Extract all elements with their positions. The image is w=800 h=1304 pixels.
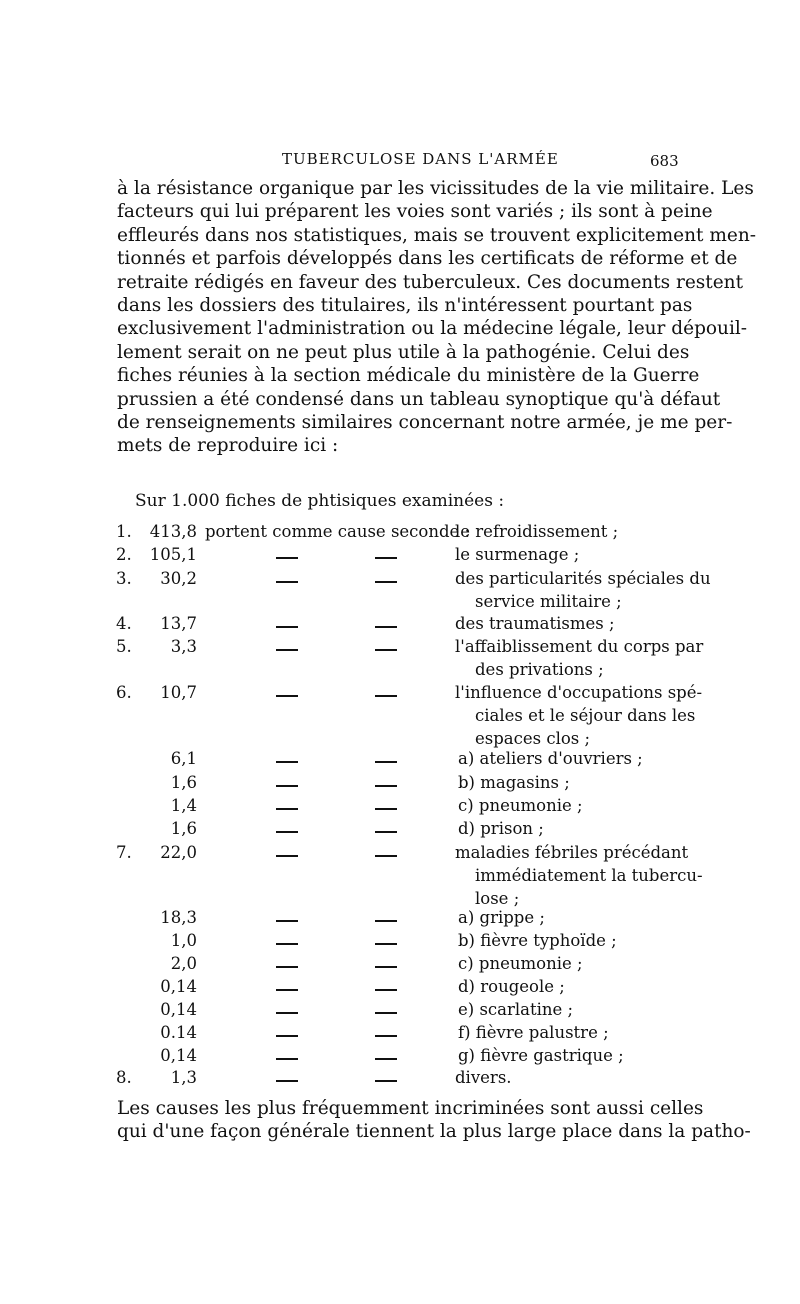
row-value: 0,14 <box>160 977 197 996</box>
ditto-dash <box>276 966 298 968</box>
row-text: divers. <box>455 1068 512 1087</box>
row-value: 3,3 <box>170 637 197 656</box>
row-text: c) pneumonie ; <box>458 796 583 815</box>
text-line: qui d'une façon générale tiennent la plus large place dans la patho- <box>117 1121 751 1143</box>
paragraph-1 <box>117 177 756 458</box>
paragraph-2 <box>117 1097 751 1144</box>
ditto-dash <box>276 649 298 651</box>
table-intro: Sur 1.000 fiches de phtisiques examinées : <box>135 491 505 511</box>
row-value: 0,14 <box>160 1000 197 1019</box>
ditto-dash <box>276 808 298 810</box>
ditto-dash <box>276 626 298 628</box>
ditto-dash <box>276 761 298 763</box>
row-text: l'influence d'occupations spé- <box>455 683 703 702</box>
ditto-dash <box>276 855 298 857</box>
text-line: Les causes les plus fréquemment incriminées sont aussi celles <box>117 1098 704 1119</box>
ditto-dash <box>375 966 397 968</box>
ditto-dash <box>276 695 298 697</box>
ditto-dash <box>375 1035 397 1037</box>
row-text: f) fièvre palustre ; <box>458 1023 609 1042</box>
row-text-continued: service militaire ; <box>475 592 622 611</box>
row-value: 22,0 <box>160 843 197 862</box>
row-value: 6,1 <box>170 749 197 768</box>
row-text: b) magasins ; <box>458 773 570 792</box>
row-value: 0.14 <box>160 1023 197 1042</box>
row-value: 2,0 <box>170 954 197 973</box>
row-value: 1,6 <box>170 819 197 838</box>
row-number: 7. <box>116 843 132 862</box>
row-number: 5. <box>116 637 132 656</box>
ditto-dash <box>375 581 397 583</box>
row-number: 6. <box>116 683 132 702</box>
text-line: à la résistance organique par les vicissitudes de la vie militaire. Les <box>117 178 754 199</box>
ditto-dash <box>276 1035 298 1037</box>
text-line: effleurés dans nos statistiques, mais se trouvent explicitement men- <box>117 224 756 246</box>
ditto-dash <box>375 761 397 763</box>
row-number: 4. <box>116 614 132 633</box>
row-text: d) prison ; <box>458 819 544 838</box>
row-text-continued: immédiatement la tubercu- <box>475 866 703 885</box>
text-line: fiches réunies à la section médicale du ministère de la Guerre <box>117 365 700 387</box>
row-value: 1,6 <box>170 773 197 792</box>
text-line: prussien a été condensé dans un tableau synoptique qu'à défaut <box>117 388 721 410</box>
ditto-dash <box>375 785 397 787</box>
ditto-dash <box>276 989 298 991</box>
ditto-dash <box>276 1080 298 1082</box>
text-line: mets de reproduire ici : <box>117 435 339 457</box>
page-number: 683 <box>650 152 679 170</box>
ditto-dash <box>375 695 397 697</box>
row-value: 1,4 <box>170 796 197 815</box>
row-value: 10,7 <box>160 683 197 702</box>
ditto-dash <box>375 920 397 922</box>
text-line: exclusivement l'administration ou la médecine légale, leur dépouil- <box>117 318 748 340</box>
row-number: 1. <box>116 522 132 541</box>
ditto-dash <box>375 557 397 559</box>
row-text: d) rougeole ; <box>458 977 565 996</box>
text-line: lement serait on ne peut plus utile à la pathogénie. Celui des <box>117 341 690 363</box>
row-text-continued: lose ; <box>475 889 520 908</box>
row-text-continued: espaces clos ; <box>475 729 591 748</box>
row-text: maladies fébriles précédant <box>455 843 689 862</box>
ditto-dash <box>375 943 397 945</box>
row-text: b) fièvre typhoïde ; <box>458 931 617 950</box>
row-text: a) ateliers d'ouvriers ; <box>458 749 643 768</box>
row-text: a) grippe ; <box>458 908 545 927</box>
text-line: retraite rédigés en faveur des tuberculeux. Ces documents restent <box>117 271 744 293</box>
row-text: des traumatismes ; <box>455 614 615 633</box>
row-value: 30,2 <box>160 569 197 588</box>
row-value: 13,7 <box>160 614 197 633</box>
ditto-dash <box>276 943 298 945</box>
ditto-dash <box>375 808 397 810</box>
row-text: le surmenage ; <box>455 545 580 564</box>
row-value: 105,1 <box>149 545 197 564</box>
row-value: 1,3 <box>170 1068 197 1087</box>
row-value: 0,14 <box>160 1046 197 1065</box>
ditto-dash <box>375 989 397 991</box>
row-text: l'affaiblissement du corps par <box>455 637 704 656</box>
row-value: 18,3 <box>160 908 197 927</box>
ditto-dash <box>276 557 298 559</box>
row-value: 413,8 <box>149 522 197 541</box>
ditto-dash <box>375 626 397 628</box>
ditto-dash <box>375 855 397 857</box>
row-number: 3. <box>116 569 132 588</box>
row-number: 8. <box>116 1068 132 1087</box>
text-line: facteurs qui lui préparent les voies sont variés ; ils sont à peine <box>117 201 713 223</box>
row-cause-label: portent comme cause seconde : <box>205 522 471 541</box>
ditto-dash <box>276 581 298 583</box>
row-text: des particularités spéciales du <box>455 569 711 588</box>
text-line: de renseignements similaires concernant notre armée, je me per- <box>117 412 733 434</box>
row-text-continued: ciales et le séjour dans les <box>475 706 696 725</box>
row-text: e) scarlatine ; <box>458 1000 574 1019</box>
ditto-dash <box>276 920 298 922</box>
ditto-dash <box>276 785 298 787</box>
text-line: tionnés et parfois développés dans les certificats de réforme et de <box>117 248 738 270</box>
row-number: 2. <box>116 545 132 564</box>
row-text: g) fièvre gastrique ; <box>458 1046 624 1065</box>
ditto-dash <box>276 1012 298 1014</box>
ditto-dash <box>375 649 397 651</box>
ditto-dash <box>276 1058 298 1060</box>
row-text-continued: des privations ; <box>475 660 604 679</box>
ditto-dash <box>375 831 397 833</box>
row-text: le refroidissement ; <box>455 522 619 541</box>
ditto-dash <box>375 1058 397 1060</box>
ditto-dash <box>276 831 298 833</box>
text-line: dans les dossiers des titulaires, ils n'intéressent pourtant pas <box>117 295 693 317</box>
ditto-dash <box>375 1080 397 1082</box>
row-value: 1,0 <box>170 931 197 950</box>
running-title: TUBERCULOSE DANS L'ARMÉE <box>282 150 559 168</box>
ditto-dash <box>375 1012 397 1014</box>
row-text: c) pneumonie ; <box>458 954 583 973</box>
